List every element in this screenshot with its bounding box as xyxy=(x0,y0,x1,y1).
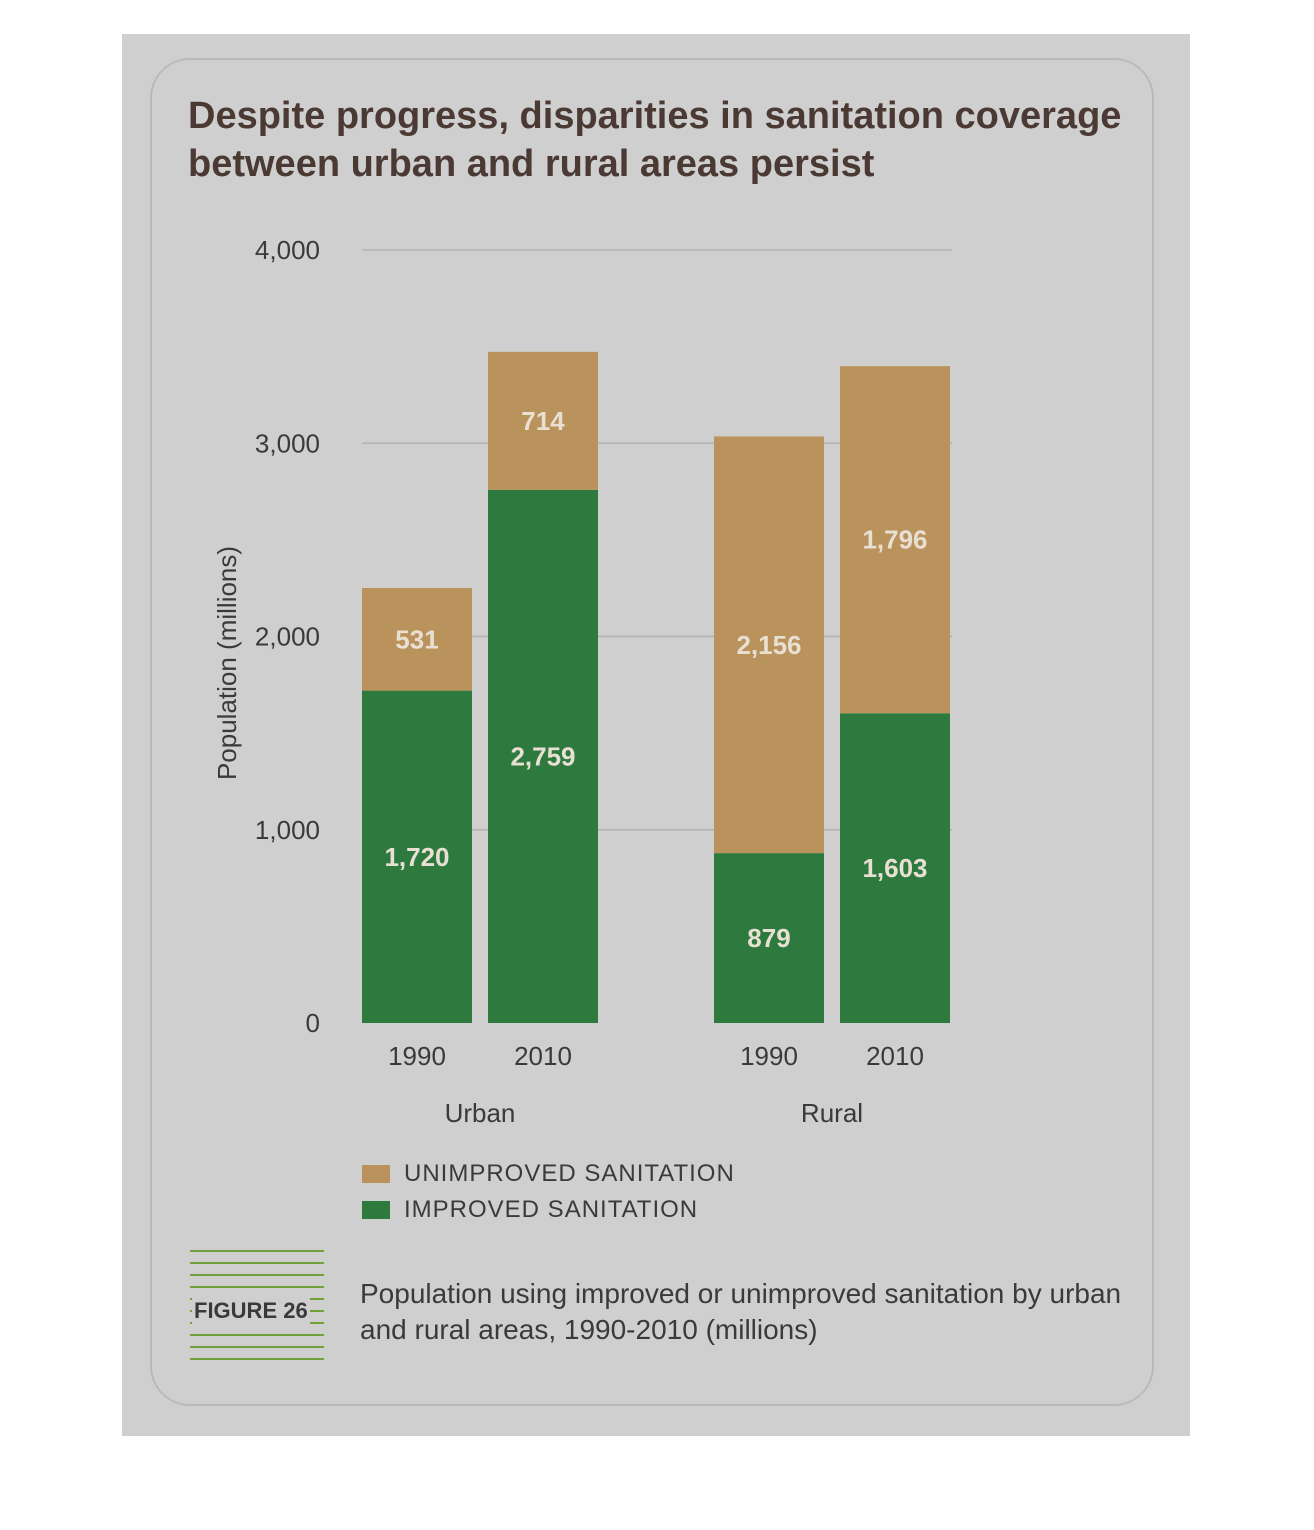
y-tick-label: 3,000 xyxy=(254,428,320,459)
bar-value-label: 531 xyxy=(395,624,439,655)
x-tick-label: 1990 xyxy=(388,1041,446,1071)
legend xyxy=(362,1156,735,1228)
x-tick-label: 2010 xyxy=(514,1041,572,1071)
y-tick-label: 1,000 xyxy=(254,814,320,845)
figure-number: FIGURE 26 xyxy=(194,1298,308,1323)
bar-value-label: 2,156 xyxy=(736,629,802,660)
y-tick-label: 2,000 xyxy=(254,621,320,652)
chart-title: Despite progress, disparities in sanitation coverage between urban and rural areas persist xyxy=(188,95,1122,185)
x-tick-label: 1990 xyxy=(740,1041,798,1071)
legend-item-improved xyxy=(362,1192,735,1228)
group-label: Urban xyxy=(444,1098,516,1128)
legend-label-improved: IMPROVED SANITATION xyxy=(404,1196,699,1223)
group-label: Rural xyxy=(800,1098,864,1128)
bar-value-label: 879 xyxy=(747,923,791,954)
bar-value-label: 1,720 xyxy=(384,841,450,872)
y-axis-label: Population (millions) xyxy=(212,545,242,781)
legend-swatch-unimproved xyxy=(362,1165,390,1183)
legend-item-unimproved xyxy=(362,1156,735,1192)
bar-value-label: 1,796 xyxy=(862,524,928,555)
bar-value-label: 714 xyxy=(521,405,565,436)
legend-label-unimproved: UNIMPROVED SANITATION xyxy=(404,1160,735,1187)
bar-value-label: 2,759 xyxy=(510,741,576,772)
bar-value-label: 1,603 xyxy=(862,853,928,884)
y-tick-label: 0 xyxy=(305,1008,320,1038)
legend-swatch-improved xyxy=(362,1201,390,1219)
x-tick-label: 2010 xyxy=(866,1041,924,1071)
figure-caption: Population using improved or unimproved sanitation by urban and rural areas, 1990-2010 (millions) xyxy=(360,1278,1122,1345)
y-tick-label: 4,000 xyxy=(254,235,320,265)
